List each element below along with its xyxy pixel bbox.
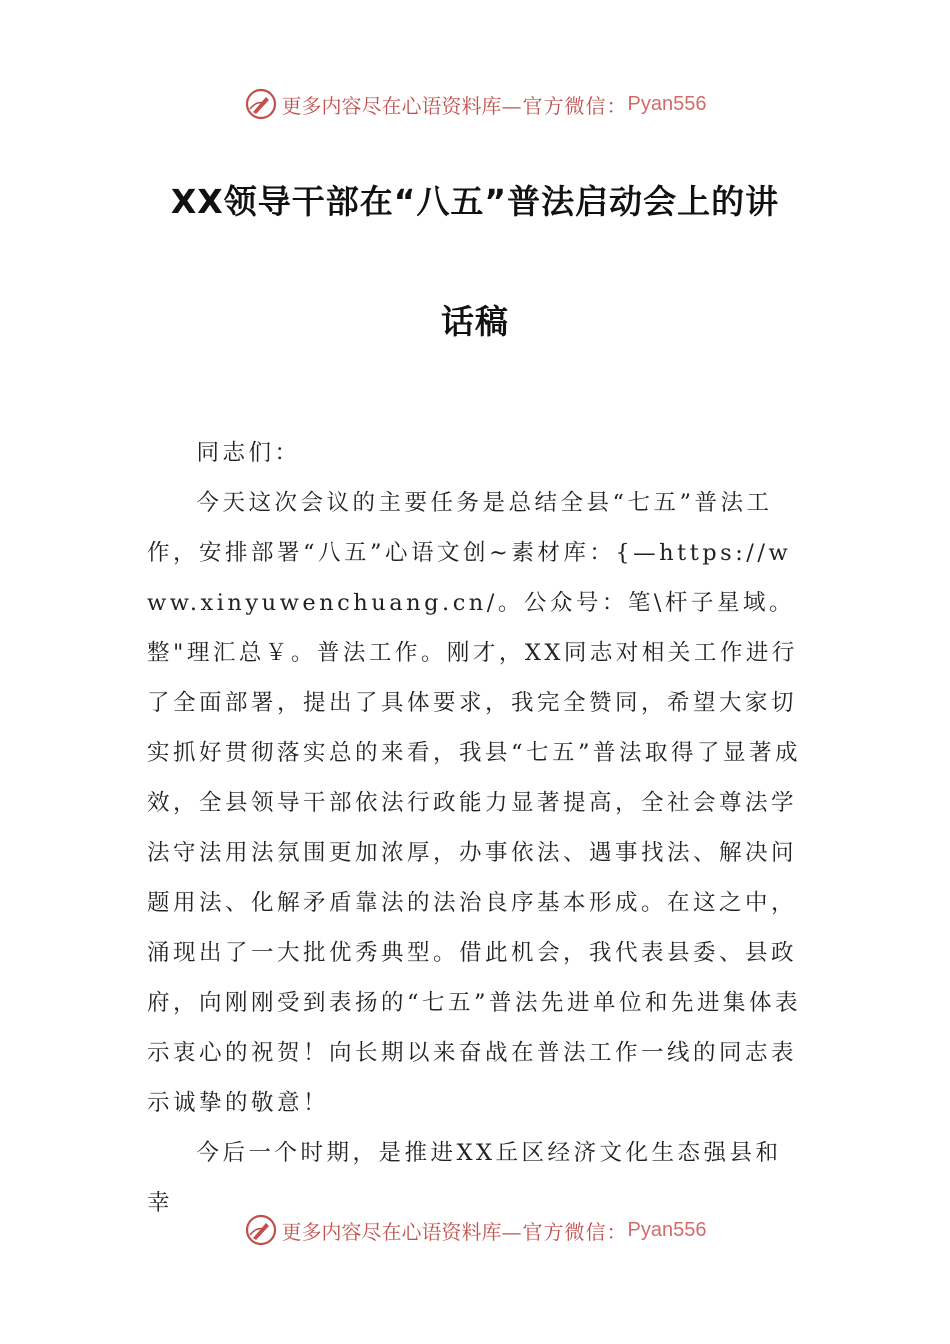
banner-wechat-id: Pyan556 [627, 1218, 707, 1241]
header-watermark-banner [0, 84, 950, 124]
document-body [147, 428, 807, 1228]
banner-main-text: 更多内容尽在心语资料库 [281, 93, 502, 118]
banner-main-text: 更多内容尽在心语资料库 [281, 1219, 502, 1244]
pen-logo-icon [244, 1213, 278, 1247]
greeting-paragraph: 同志们： [196, 440, 301, 466]
footer-watermark-banner [0, 1210, 950, 1250]
banner-wechat-id: Pyan556 [627, 92, 707, 115]
body-paragraph-2: 今后一个时期，是推进XX丘区经济文化生态强县和幸 [147, 1140, 782, 1216]
banner-wechat-label: —官方微信： [501, 93, 628, 118]
document-title-line-1: XX领导干部在“八五”普法启动会上的讲 [170, 182, 780, 221]
pen-logo-icon [244, 87, 278, 121]
body-paragraph-1: 今天这次会议的主要任务是总结全县“七五”普法工作，安排部署“八五”心语文创~素材库：{—https://www.xinyuwenchuang.cn/。公众号：笔\杆子星域。整"理汇总￥。普法工作。刚才，XX同志对相关工作进行了全面部署，提出了具体要求，我完全赞同，希望大家切实抓好贯彻落实总的来看，我县“七五”普法取得了显著成效，全县领导干部依法行政能力显著提高，全社会尊法学法守法用法氛围更加浓厚，办事依法、遇事找法、解决问题用法、化解矛盾靠法的法治良序基本形成。在这之中，涌现出了一大批优秀典型。借此机会，我代表县委、县政府，向刚刚受到表扬的“七五”普法先进单位和先进集体表示衷心的祝贺！向长期以来奋战在普法工作一线的同志表示诚挚的敬意！ [147, 490, 802, 1116]
document-title-line-2: 话稿 [441, 302, 509, 341]
banner-wechat-label: —官方微信： [501, 1219, 628, 1244]
